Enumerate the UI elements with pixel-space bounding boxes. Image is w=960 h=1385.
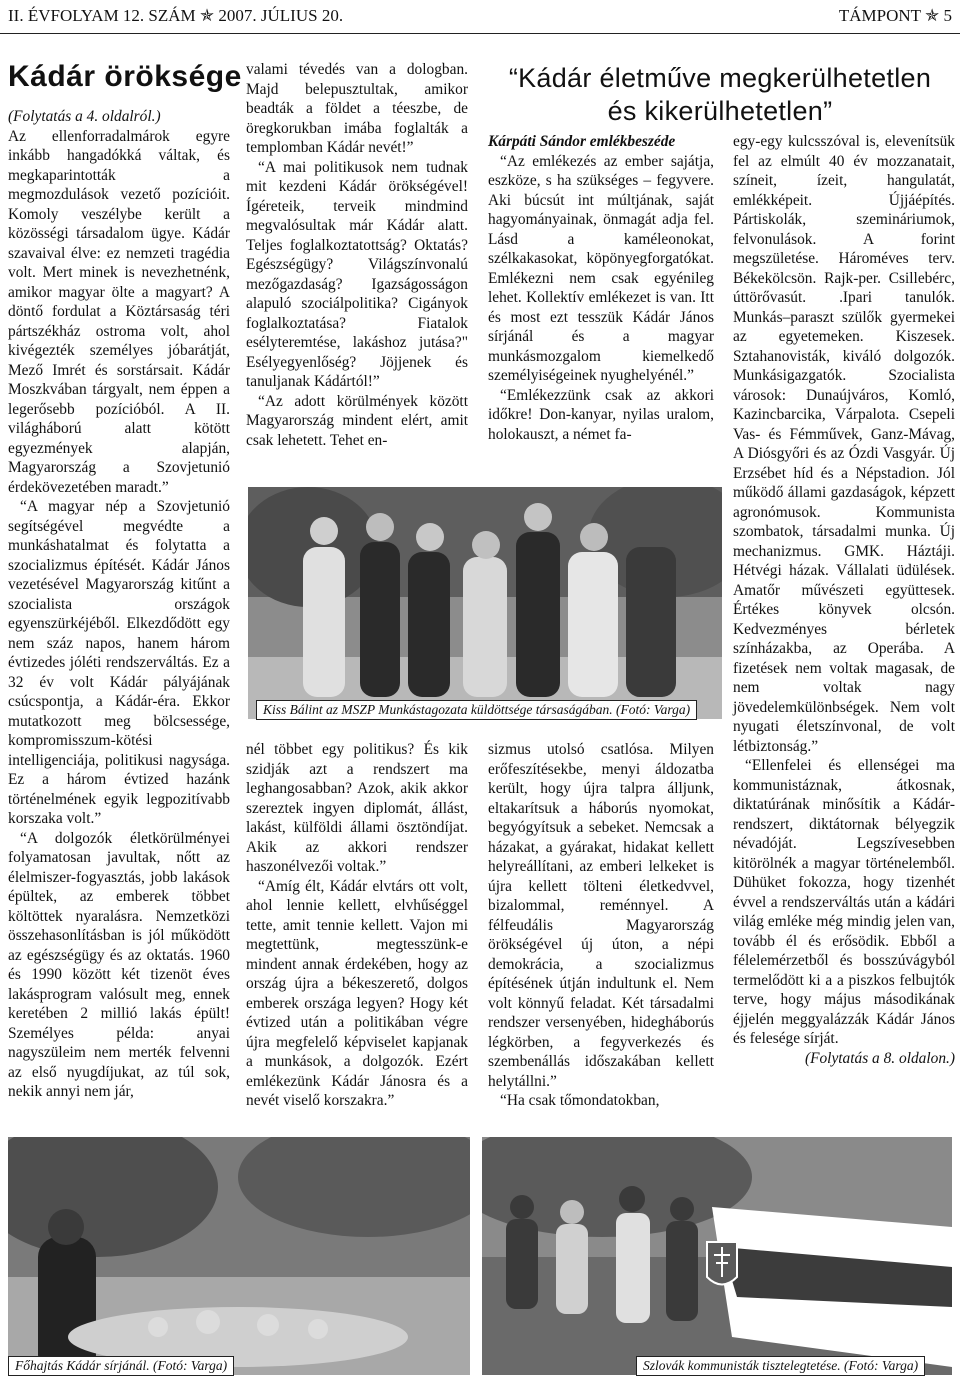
article1-title: Kádár öröksége bbox=[8, 60, 242, 93]
flag-photo-image bbox=[482, 1137, 952, 1375]
group-photo-image bbox=[248, 487, 722, 719]
flag-photo bbox=[482, 1137, 952, 1375]
paragraph: “Az adott körülmények között Magyarország mindent elért, amit csak lehetett. Tehet en- bbox=[246, 392, 468, 449]
grave-photo bbox=[8, 1137, 470, 1375]
paragraph: “Az emlékezés az ember sajátja, eszköze, s ha szükséges – fegyvere. Aki búcsút int múltjának, saját hagyományainak, önmagát adja fel. Lásd a kaméleonokat, szélkakasokat, köpönyegforgatókat. Emlékezni nem csak egyénileg lehet. Kollektív emlékezet is van. Itt és most ezt tesszük Kádár János sírjánál és a magyar munkásmozgalom kiemelkedő személyiségeinek nyughelyénél.” bbox=[488, 152, 714, 384]
paragraph: sizmus utolsó csatlósa. Milyen erőfeszítésekbe, menyi áldozatba került, hogy újra talpra álljunk, eltakarítsuk a háborús nyomokat, begyógyítsuk a sebeket. Nemcsak a házakat, a gyárakat, hidakat kellett helyreállítani, az emberi lelkeket is újra kellett tölteni életkedvvel, bizalommal, reménnyel. A félfeudális Magyarország örökségével új úton, a népi demokrácia, a szocializmus építésének útján indultunk el. Nem volt könnyű feladat. Két társadalmi rendszer versenyében, hidegháborús légkörben, a fegyverkezés és szembenállás időszakában kellett helytállni.” bbox=[488, 741, 714, 1090]
article2-col3-top bbox=[488, 132, 714, 444]
paragraph: “Amíg élt, Kádár elvtárs ott volt, ahol lennie kellett, elvhűséggel tette, amit tennie kellett. Vajon mi megtettünk, megtesszünk-e mindent annak érdekében, hogy az ország újra a békeszerető, dolgos emberek országa legyen? Hogy két évtized után a politikában végre újra megfelelő képviselet kapjanak a munkások, a dolgozók. Ezért emlékezünk Kádár Jánosra és a nevét viselő korszakra.” bbox=[246, 877, 468, 1109]
article2-title-line2: és kikerülhetetlen” bbox=[607, 96, 833, 126]
paragraph: egy-egy kulcsszóval is, elevenítsük fel az elmúlt 40 év mozzanatait, színeit, ízeit, hangulatát, emlékképeit. Újjáépítés. Pártiskolák, szemináriumok, felvonulások. A forint megszületése. Hároméves terv. Békekölcsön. Rajk-per. Csillebérc, úttörővasút. .Ipari tanulók. Munkás–paraszt szülők gyermekei az egyetemeken. Kiszesek. Sztahanovisták, kiváló dolgozók. Munkásigazgatók. Szocialista városok: Dunaújváros, Komló, Kazincbarcika, Várpalota. Csepeli Vas- és Fémművek, Ganz-Mávag, A Diósgyőri és az Ózdi Vasgyár. Új Erzsébet híd és a Népstadion. Jól működő állami gazdaságok, képzett agronómusok. Kommunista szombatok, társadalmi munka. Új mechanizmus. GMK. Háztáji. Hétvégi házak. Vállalati üdülések. Amatőr művészeti együttesek. Értékes könyvek olcsón. Kedvezményes bérletek színházakba, az Operába. A fizetések nem voltak magasak, de nem voltak nagy jövedelemkülönbségek. Nem volt nyugati életszínvonal, de volt létbiztonság.” bbox=[733, 133, 955, 755]
paragraph: “A dolgozók életkörülményei folyamatosan javultak, nőtt az élelmiszer-fogyasztás, jobb lakások épültek, az emberek többet költöttek nyaralásra. Nemzetközi összehasonlításban is jól működött az egészségügy és az oktatás. 1960 és 1990 között két tizenöt éves lakásprogram valósult meg, ennek keretében 2 millió lakás épült! Személyes példa: anyai nagyszüleim nem merték felvenni az első nyugdíjukat, az túl sok, nekik annyi nem jár, bbox=[8, 829, 230, 1100]
grave-photo-image bbox=[8, 1137, 470, 1375]
article2-title bbox=[488, 62, 952, 128]
paragraph: Az ellenforradalmárok egyre inkább hangadókká váltak, és megkaparintották a megmozdulások vezető pozícióit. Komoly veszélybe került a közösségi társadalom ügye. Kádár szavaival élve: ez nemzeti tragédia volt. Mert minek is nevezhetnénk, amikor magyar ölte a magyart? A döntő fordulat a Köztársaság téri pártszékház ostroma volt, ahol kivégezték személyes jóbarátját, Mező Imrét és sorstársait. Kádár Moszkvában tárgyalt, nem éppen a legerősebb pozícióból. A II. világháború alatt kötött egyezmények alapján, Magyarország a Szovjetunió érdekövezetében maradt.” bbox=[8, 127, 230, 496]
article1-col2-top bbox=[246, 60, 468, 450]
flag-photo-caption: Szlovák kommunisták tisztelegtetése. (Fotó: Varga) bbox=[636, 1356, 925, 1376]
page-number: TÁMPONT ✯ 5 bbox=[838, 6, 952, 25]
header-rule bbox=[0, 33, 960, 34]
paragraph: “Ellenfelei és ellenségei ma kommunistáznak, átkosnak, diktatúrának minősítik a Kádár-rendszert, diktátornak bélyegzik névadóját. Legszívesebben kitörölnék a magyar történelemből. Dühüket fokozza, hogy tizenhét évvel a rendszerváltás után a kádári világ emléke még mindig jelen van, tovább él és erősödik. Ebből a félelemérzetből és bosszúvágyból termelődött ki a a piszkos felbujtók terve, hogy május másodikának éjjelén meggyalázzák Kádár János és felesége sírját. bbox=[733, 757, 955, 1047]
paragraph: “A mai politikusok nem tudnak mit kezdeni Kádár örökségével! Ígéreteik, terveik mindmind megvalósultak már Kádár alatt. Teljes foglalkoztatottság? Oktatás? Egészségügy? Világszínvonalú mezőgazdaság? Igazságosságon alapuló szociálpolitika? Cigányok foglalkoztatása? Fiatalok esélyteremtése, lakáshoz jutása?" Esélyegyenlőség? Jöjjenek és tanuljanak Kádártól!” bbox=[246, 158, 468, 390]
article1-col2-bottom bbox=[246, 740, 468, 1111]
article2-title-line1: “Kádár életműve megkerülhetetlen bbox=[508, 63, 932, 93]
issue-line: II. ÉVFOLYAM 12. SZÁM ✯ 2007. JÚLIUS 20. bbox=[8, 6, 344, 25]
byline: Kárpáti Sándor emlékbeszéde bbox=[488, 133, 676, 150]
group-photo-caption: Kiss Bálint az MSZP Munkástagozata küldöttsége társaságában. (Fotó: Varga) bbox=[256, 700, 697, 720]
paragraph: “A magyar nép a Szovjetunió segítségével megvédte a munkáshatalmat és folytatta a szocializmus építését. Kádár János vezetésével Magyarország kitűnt a szocialista országok egyenszürkéjéből. Elkezdődött egy nem száz napos, hanem három évtizedes jóléti rendszerváltás. Ez a 32 év volt Kádár pályájának csúcspontja, a Kádár-éra. Ekkor mutatkozott meg bölcsessége, kompromisszum-kötési intelligenciája, politikusi nagysága. Ez a három évtized hazánk történelmének egyik legpozitívabb korszaka volt.” bbox=[8, 498, 230, 827]
paragraph: (Folytatás a 4. oldalról.) bbox=[8, 108, 161, 125]
paragraph: valami tévedés van a dologban. Majd belepusztultak, amikor beadták a földet a téeszbe, de öregkorukban imába foglalták a templomban Kádár nevét!” bbox=[246, 61, 468, 156]
group-photo bbox=[248, 487, 722, 719]
article2-col4 bbox=[733, 132, 955, 1068]
article2-col3-bottom bbox=[488, 740, 714, 1111]
continued-note: (Folytatás a 8. oldalon.) bbox=[804, 1049, 955, 1067]
grave-photo-caption: Főhajtás Kádár sírjánál. (Fotó: Varga) bbox=[8, 1356, 234, 1376]
paragraph: “Emlékezzünk csak az akkori időkre! Don-kanyar, nyilas uralom, holokauszt, a német fa- bbox=[488, 386, 714, 443]
paragraph: “Ha csak tőmondatokban, bbox=[500, 1092, 660, 1109]
paragraph: nél többet egy politikus? És kik szidják azt a rendszert ma leghangosabban? Azok, akik akkor szereztek ingyen diplomát, állást, lakást, külföldi állami ösztöndíjat. Akik az akkori rendszer haszonélvezői voltak.” bbox=[246, 741, 468, 875]
page-header bbox=[0, 0, 960, 34]
article1-col1 bbox=[8, 107, 230, 1102]
